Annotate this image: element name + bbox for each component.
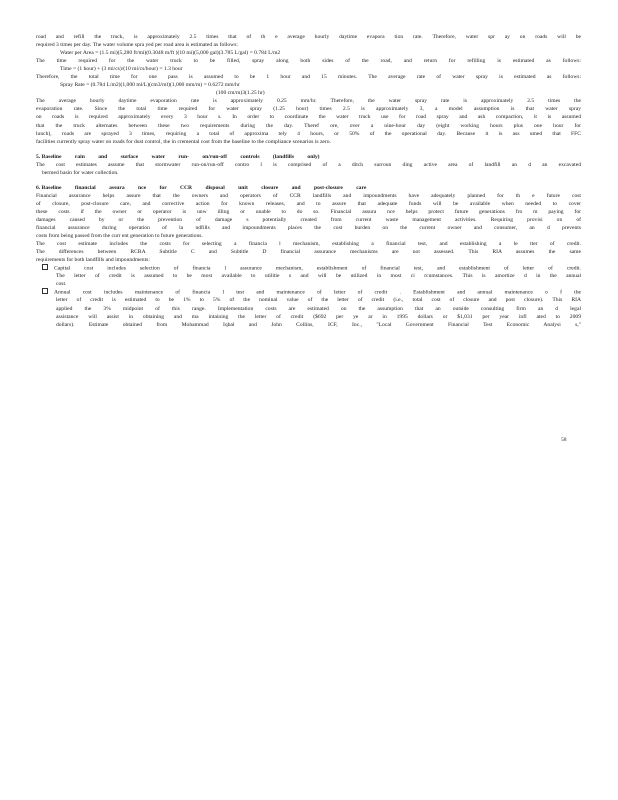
text-line: The differences between RCRA Subtitle C and Subtitle D financial assurance mechanisms are not assessed. This RIA assumes the same (36, 249, 581, 256)
text-line: damages caused by or the prevention of damage s potentially created from current waste management activities. Requiring provisi on of (36, 216, 581, 223)
text-line: Therefore, the total time for one pass is assumed to be 1 hour and 15 minutes. The average rate of water spray is estimated as follows: (36, 74, 581, 81)
text-line: these costs if the owner or operator is unw illing or unable to do so. Financial assura nce helps protect future generations fro m paying for (36, 208, 581, 215)
section-title: Baseline rain and surface water run- on/run-off controls (landfills only) (41, 153, 320, 160)
bullet-box-icon (42, 264, 48, 270)
text-line: financial assurance during operation of la ndfills and impoundments places the cost burden on the current owner and consumer, an d prevents (36, 225, 581, 232)
text-line: Financial assurance helps assure that the owners and operators of CCR landfills and impoundments have adequately planned for th e future cost (36, 192, 581, 199)
equation-time: Time = (1 hour) + (3 mi/cs)/(10 mi/cs/hour) = 1.3 hour (60, 66, 183, 73)
text-line: The time required for the water truck to be filled, spray along both sides of the road, and return for refilling is estimated as follows: (36, 58, 581, 65)
text-line: The cost estimate includes the costs for selecting a financia l mechanism, establishing a financial test, and establishing a le tter of credit. (36, 241, 581, 248)
text-line: road and refill the truck, is approximately 2.5 times that of th e average hourly daytime evapora tion rate. Therefore, water spr ay on roads will be (36, 34, 581, 40)
section-number: 6. (36, 184, 41, 191)
text-line: costs from being passed from the curr ent generation to future generations. (36, 233, 203, 240)
text-line: evaporation rate. Since the total time required for water spray (1.25 hour) times 2.5 is approximately 3, a model assumption is that water spray (36, 106, 581, 113)
section-number: 5. (36, 153, 41, 160)
text-line: lunch), roads are sprayed 3 times, requiring a total of approxima tely 4 hours, or 50% of the operational day. Because it is ass umed that FFC (36, 130, 581, 137)
text-line: The letter of credit is assumed to be most available to utilitie s and will be utilized in most ci rcumstances. This is amortize d in the annual (56, 273, 581, 280)
bullet-box-icon (42, 288, 48, 294)
section-heading-6 (36, 184, 581, 192)
equation-spray-rate: Spray Rate = (0.784 L/m2)(1,000 ml/L)(cm3/ml)(1,000 mm/m) = 0.6272 mm/hr (60, 82, 240, 89)
text-line: assistance will assist in obtaining and ma intaining the letter of credit ($692 per ye ar in 1995 dollars or $1,031 per year infl ated to 2009 (56, 313, 581, 320)
text-line: applied the 3% midpoint of this range. Implementation costs are estimated on the assumption that an outside consulting firm an d legal (56, 305, 581, 312)
section-heading-5 (36, 153, 581, 161)
text-line: facilities currently spray water on roads for dust control, the in cremental cost from the baseline to the compliance scenarios is zero. (36, 138, 331, 145)
section-title: Baseline financial assura nce for CCR disposal unit closure and post-closure care (41, 184, 367, 191)
text-line: letter of credit is estimated to be 1% to 5% of the nominal value of the letter of credit (i.e., total cost of closure and post closure). This RIA (56, 297, 581, 304)
equation-water-per-area: Water per Area = (1.5 mi)(5,280 ft/mi)(0.3048 m/ft )(10 mi)(5,000 gal)(3.785 L/gal) = 0.784 L/m2 (60, 50, 281, 57)
page-number: 58 (561, 437, 567, 443)
text-line: cost. (56, 281, 67, 288)
bullet-capital-cost (36, 264, 581, 272)
text-line: The cost estimates assume that stormwater run-on/run-off contro l is comprised of a ditch surroun ding active area of landfill an d an excavated (36, 161, 581, 168)
text-line: required 3 times per day. The water volume spra yed per road area is estimated as follows: (36, 42, 238, 49)
text-line: The average hourly daytime evaporation rate is approximately 0.25 mm/hr. Therefore, the water spray rate is approximately 2.5 times the (36, 98, 581, 105)
bullet-text: Capital cost includes selection of financia l assurance mechanism, establishment of financial test, and establishment of letter of credit. (54, 265, 581, 272)
text-line: bermed basin for water collection. (42, 169, 119, 176)
body-text (36, 33, 581, 329)
bullet-text: Annual cost includes maintenance of financia l test and maintenance of letter of credit . Establishment and annual maintenance o f the (54, 289, 581, 296)
text-line: requirements for both landfills and impoundments: (36, 257, 150, 264)
text-line: dollars). Estimate obtained from Mohammad Iqbal and John Collins, ICF, Inc., "Local Government Financial Test Economic Analysi s," (56, 321, 581, 328)
text-line: of closure, post-closure care, and corrective action for known releases, and to assure that adequate funds will be available when needed to cover (36, 200, 581, 207)
bullet-annual-cost (36, 288, 581, 296)
text-line: that the truck alternates between these two requirements during the day. Theref ore, over a nine-hour day (eight working hours plus one hour for (36, 122, 581, 129)
text-line: on roads is required approximately every 3 hour s. In order to coordinate the water truck use for road spray and ash compaction, it is assumed (36, 114, 581, 121)
equation-spray-rate-denominator: (100 cm/m)3(1.25 hr) (216, 90, 265, 97)
